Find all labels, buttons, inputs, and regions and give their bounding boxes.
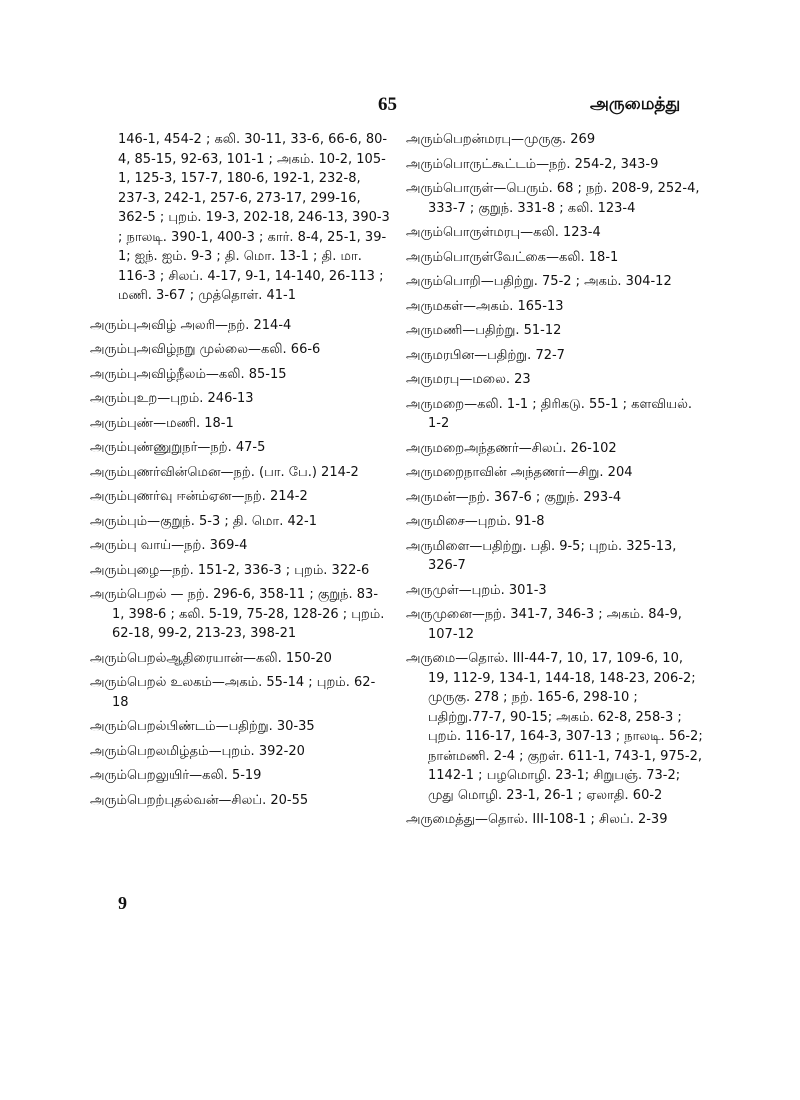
index-entry: அரும்புணர்வு ஈன்ம்ஏன—நற். 214-2	[90, 489, 308, 504]
index-entry: அருமிளை—பதிற்று. பதி. 9-5; புறம். 325-13, 326-7	[406, 538, 677, 573]
index-entry: அரும்பெறல் — நற். 296-6, 358-11 ; குறுந். 83-1, 398-6 ; கலி. 5-19, 75-28, 128-26 ; புறம். 62-18, 99-2, 213-23, 398-21	[90, 587, 385, 641]
index-entry: அரும்புணர்வின்மென—நற். (பா. பே.) 214-2	[90, 464, 359, 480]
index-entry: அருமிசை—புறம். 91-8	[406, 514, 545, 529]
index-entry: அருமை—தொல். III-44-7, 10, 17, 109-6, 10, 19, 112-9, 134-1, 144-18, 148-23, 206-2; முருகு. 278 ; நற். 165-6, 298-10 ; பதிற்று.77-7, 90-15; அகம். 62-8, 258-3 ; புறம். 116-17, 164-3, 307-13 ; நாலடி. 56-2; நான்மணி. 2-4 ; குறள். 611-1, 743-1, 975-2, 1142-1 ; பழமொழி. 23-1; சிறுபஞ். 73-2; முது மொழி. 23-1, 26-1 ; ஏலாதி. 60-2	[406, 651, 703, 803]
index-entry: அருமுள்—புறம். 301-3	[406, 582, 547, 598]
index-entry: அருமன்—நற். 367-6 ; குறுந். 293-4	[406, 489, 622, 505]
index-entry: அரும்பும்—குறுந். 5-3 ; தி. மொ. 42-1	[90, 513, 317, 529]
index-entry: அரும்புண்—மணி. 18-1	[90, 415, 234, 431]
index-entry: அருமறை—கலி. 1-1 ; திரிகடு. 55-1 ; களவியல். 1-2	[406, 396, 693, 431]
page-number: 65	[378, 94, 397, 115]
index-entry: அரும்பெறற்புதல்வன்—சிலப். 20-55	[90, 792, 309, 808]
index-entry: அரும்புழை—நற். 151-2, 336-3 ; புறம். 322-6	[90, 562, 370, 578]
index-entry: அருமரபு—மலை. 23	[406, 372, 531, 387]
right-column	[406, 130, 706, 835]
index-entry: அருமணி—பதிற்று. 51-12	[406, 323, 562, 338]
index-entry: அருமைத்து—தொல். III-108-1 ; சிலப். 2-39	[406, 812, 668, 827]
index-entry: அரும்பொறி—பதிற்று. 75-2 ; அகம். 304-12	[406, 274, 672, 289]
index-entry: அருமறைஅந்தணர்—சிலப். 26-102	[406, 440, 617, 456]
index-entry: அரும்பொருட்கூட்டம்—நற். 254-2, 343-9	[406, 156, 659, 172]
index-entry: அருமரபின—பதிற்று. 72-7	[406, 347, 565, 363]
index-entry: அருமகள்—அகம். 165-13	[406, 298, 564, 314]
index-entry: அரும்புஉற—புறம். 246-13	[90, 391, 254, 406]
index-entry: அரும்பொருள்—பெரும். 68 ; நற். 208-9, 252-4, 333-7 ; குறுந். 331-8 ; கலி. 123-4	[406, 181, 700, 216]
index-entry: அருமறைநாவின் அந்தணர்—சிறு. 204	[406, 465, 633, 480]
index-entry: அரும்புஅவிழ்நறு முல்லை—கலி. 66-6	[90, 342, 321, 357]
index-entry: அரும்பெறல்பிண்டம்—பதிற்று. 30-35	[90, 719, 315, 734]
index-entry: அரும்புஅவிழ்நீலம்—கலி. 85-15	[90, 366, 287, 382]
signature-mark: 9	[118, 893, 127, 913]
index-entry: அரும்பெறன்மரபு—முருகு. 269	[406, 132, 596, 147]
left-column	[90, 130, 390, 815]
index-entry: அரும்பு வாய்—நற். 369-4	[90, 538, 248, 553]
index-entry: அரும்பொருள்வேட்கை—கலி. 18-1	[406, 249, 619, 265]
index-entry: அரும்பொருள்மரபு—கலி. 123-4	[406, 225, 601, 240]
running-head: அருமைத்து	[590, 94, 681, 114]
index-entry: அரும்பெறல் உலகம்—அகம். 55-14 ; புறம். 62-18	[90, 675, 376, 710]
index-entry: அரும்பெறலமிழ்தம்—புறம். 392-20	[90, 743, 305, 759]
index-entry: அரும்புண்ணுறுநர்—நற். 47-5	[90, 440, 266, 455]
continued-entry: 146-1, 454-2 ; கலி. 30-11, 33-6, 66-6, 80-4, 85-15, 92-63, 101-1 ; அகம். 10-2, 105-1, 125-3, 157-7, 180-6, 192-1, 232-8, 237-3, 242-1, 257-6, 273-17, 299-16, 362-5 ; புறம். 19-3, 202-18, 246-13, 390-3 ; நாலடி. 390-1, 400-3 ; கார். 8-4, 25-1, 39-1; ஐந். ஐம். 9-3 ; தி. மொ. 13-1 ; தி. மா. 116-3 ; சிலப். 4-17, 9-1, 14-140, 26-113 ; மணி. 3-67 ; முத்தொள். 41-1	[118, 132, 390, 303]
index-entry: அரும்புஅவிழ் அலரி—நற். 214-4	[90, 317, 292, 333]
index-entry: அரும்பெறல்ஆதிரையான்—கலி. 150-20	[90, 650, 332, 666]
index-entry: அரும்பெறலுயிர்—கலி. 5-19	[90, 768, 262, 783]
index-entry: அருமுனை—நற். 341-7, 346-3 ; அகம். 84-9, 107-12	[406, 607, 682, 642]
